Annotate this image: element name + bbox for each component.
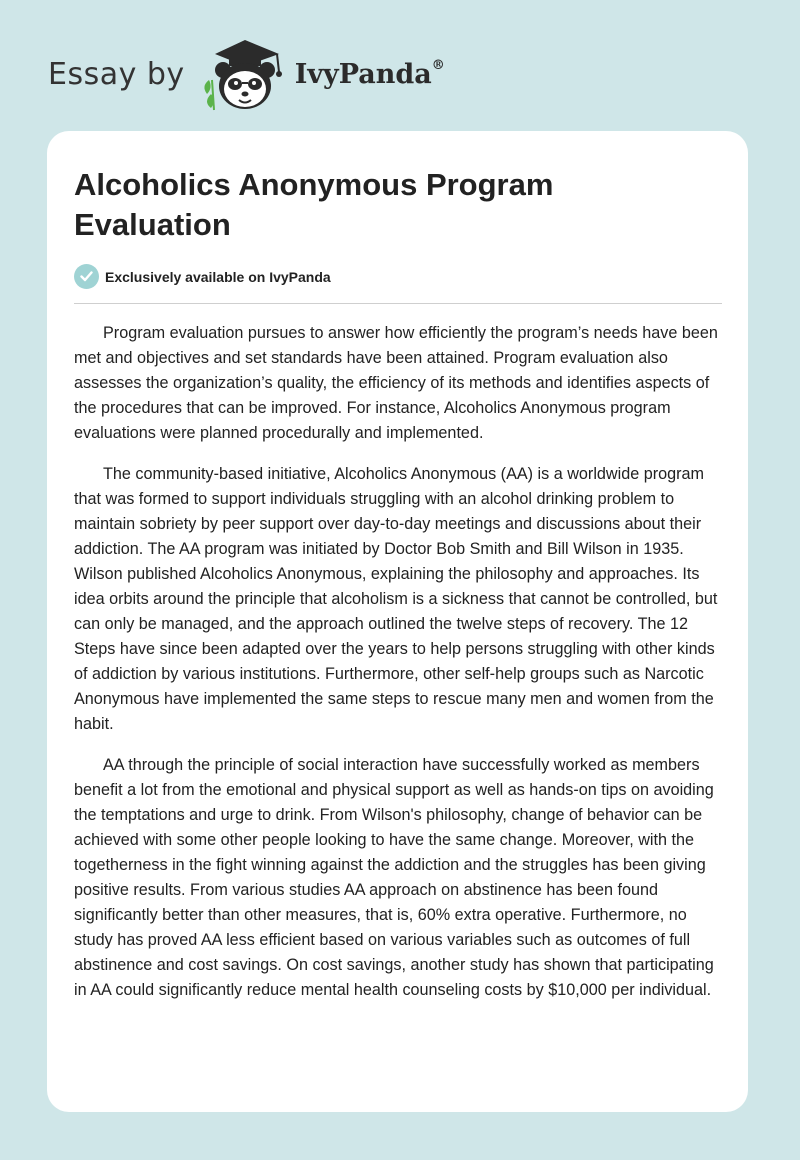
divider — [74, 303, 722, 304]
panda-logo-icon[interactable] — [199, 36, 287, 112]
essay-card — [47, 131, 748, 1112]
paragraph: AA through the principle of social interaction have successfully worked as members benefit a lot from the emotional and physical support as well as hands-on tips on avoiding the temptations and urge to drink. From Wilson's philosophy, change of behavior can be achieved with some other people looking to have the same change. Moreover, with the togetherness in the fight winning against the addiction and the struggles has been giving positive results. From various studies AA approach on abstinence has been found significantly better than other measures, that is, 60% extra operative. Furthermore, no study has proved AA less efficient based on various variables such as outcomes of full abstinence and cost savings. On cost savings, another study has shown that participating in AA could significantly reduce mental health counseling costs by $10,000 per individual. — [74, 756, 714, 999]
exclusive-badge — [74, 264, 331, 289]
site-header — [48, 34, 445, 114]
check-icon — [74, 264, 99, 289]
essay-by-label: Essay by — [48, 56, 185, 92]
essay-body — [74, 321, 724, 1019]
paragraph: Program evaluation pursues to answer how efficiently the program’s needs have been met and objectives and set standards have been attained. Program evaluation also assesses the organization’s quality, the efficiency of its methods and identifies aspects of the procedures that can be improved. For instance, Alcoholics Anonymous program evaluations were planned procedurally and implemented. — [74, 324, 718, 442]
registered-mark: ® — [431, 57, 445, 73]
brand-name[interactable]: IvyPanda® — [294, 57, 445, 90]
paragraph: The community-based initiative, Alcoholics Anonymous (AA) is a worldwide program that was formed to support individuals struggling with an alcohol drinking problem to maintain sobriety by peer support over day-to-day meetings and discussions about their addiction. The AA program was initiated by Doctor Bob Smith and Bill Wilson in 1935. Wilson published Alcoholics Anonymous, explaining the philosophy and approaches. Its idea orbits around the principle that alcoholism is a sickness that cannot be controlled, but can only be managed, and the approach outlined the twelve steps of recovery. The 12 Steps have since been adapted over the years to help persons struggling with other kinds of addiction by various institutions. Furthermore, other self-help groups such as Narcotic Anonymous have implemented the same steps to rescue many men and women from the habit. — [74, 465, 718, 733]
badge-label: Exclusively available on IvyPanda — [105, 268, 331, 285]
page-title: Alcoholics Anonymous Program Evaluation — [74, 167, 554, 242]
